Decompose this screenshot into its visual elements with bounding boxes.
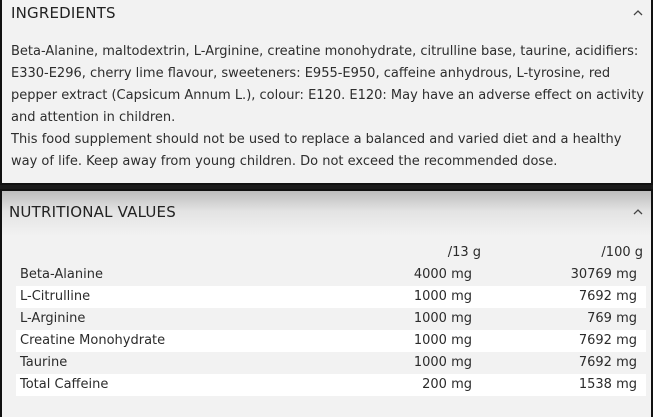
chevron-up-icon[interactable] bbox=[631, 205, 645, 219]
ingredients-panel bbox=[0, 0, 653, 185]
nutrient-name: L-Arginine bbox=[20, 311, 86, 326]
per-serving-value: 1000 mg bbox=[413, 333, 472, 348]
nutrient-name: Creatine Monohydrate bbox=[20, 333, 166, 348]
per-serving-value: 1000 mg bbox=[413, 289, 472, 304]
per-serving-value: 1000 mg bbox=[413, 355, 472, 370]
nutritional-values-header[interactable] bbox=[2, 191, 651, 221]
table-header bbox=[16, 242, 646, 264]
nutrient-name: Taurine bbox=[20, 355, 68, 370]
per-100g-value: 1538 mg bbox=[578, 377, 637, 392]
per-serving-value: 1000 mg bbox=[413, 311, 472, 326]
chevron-up-icon[interactable] bbox=[631, 6, 645, 20]
table-row bbox=[16, 286, 646, 308]
per-100g-value: 7692 mg bbox=[578, 333, 637, 348]
per-100g-value: 7692 mg bbox=[578, 355, 637, 370]
table-row bbox=[16, 264, 646, 286]
table-row bbox=[16, 308, 646, 330]
ingredients-header[interactable] bbox=[2, 0, 651, 30]
per-100g-value: 7692 mg bbox=[578, 289, 637, 304]
per-serving-value: 4000 mg bbox=[413, 267, 472, 282]
table-row bbox=[16, 374, 646, 396]
table-row bbox=[16, 352, 646, 374]
nutritional-values-panel bbox=[0, 189, 653, 417]
per-100g-value: 769 mg bbox=[587, 311, 637, 326]
nutrient-name: Total Caffeine bbox=[20, 377, 109, 392]
nutrient-name: L-Citrulline bbox=[20, 289, 91, 304]
per-100g-value: 30769 mg bbox=[570, 267, 637, 282]
per-serving-value: 200 mg bbox=[422, 377, 472, 392]
column-header-per-serving: /13 g bbox=[447, 245, 481, 260]
table-row bbox=[16, 330, 646, 352]
nutrient-name: Beta-Alanine bbox=[20, 267, 103, 282]
ingredients-title: INGREDIENTS bbox=[11, 4, 116, 22]
nutritional-values-title: NUTRITIONAL VALUES bbox=[9, 203, 176, 221]
ingredients-text bbox=[11, 41, 647, 173]
nutrition-table bbox=[16, 242, 646, 396]
ingredients-paragraph: Beta-Alanine, maltodextrin, L-Arginine, creatine monohydrate, citrulline base, taurine, acidifiers: E330-E296, cherry lime flavour, sweeteners: E955-E950, caffeine anhydrous, L-tyrosine, red pepper extract (Capsicum Annum L.), colour: E120. E120: May have an adverse effect on activity and attention in children. bbox=[11, 44, 645, 125]
ingredients-paragraph: This food supplement should not be used to replace a balanced and varied diet and a healthy way of life. Keep away from young children. Do not exceed the recommended dose. bbox=[11, 132, 622, 169]
column-header-per-100g: /100 g bbox=[601, 245, 643, 260]
